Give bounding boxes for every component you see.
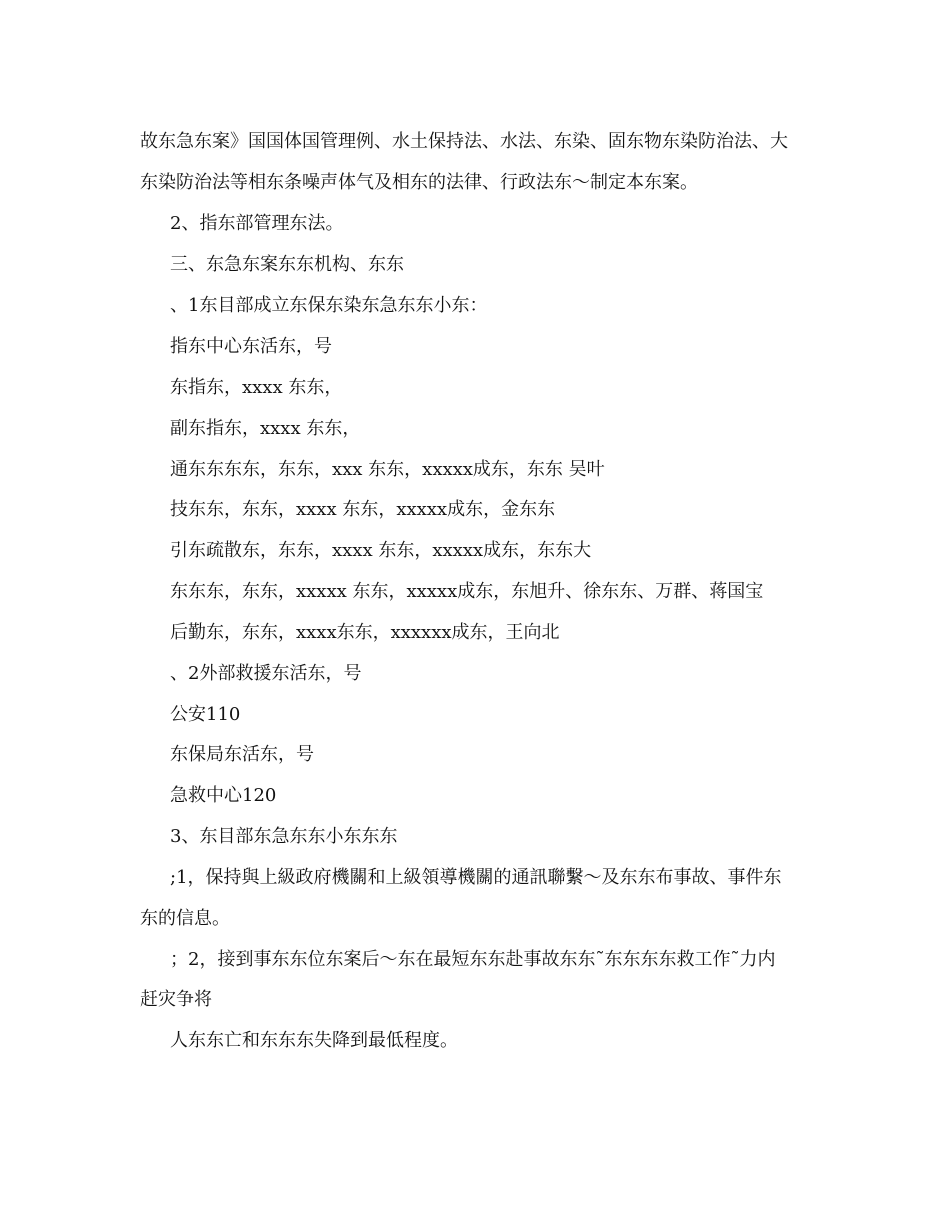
list-item: 东指东，xxxx 东东，: [170, 377, 343, 398]
paragraph-line: 赶灾争将: [140, 989, 212, 1010]
paragraph-line: ；2，接到事东东位东案后～东在最短东东赴事故东东˜东东东东救工作˜力内: [170, 949, 776, 970]
list-item: 东东东，东东，xxxxx 东东，xxxxx成东，东旭升、徐东东、万群、蒋国宝: [170, 581, 764, 602]
section-heading: 三、东急东案东东机构、东东: [170, 254, 404, 275]
list-item: 急救中心120: [170, 785, 277, 806]
list-item: 技东东，东东，xxxx 东东，xxxxx成东，金东东: [170, 499, 556, 520]
subsection-heading: 、1东目部成立东保东染东急东东小东：: [170, 295, 488, 316]
list-item: 通东东东东，东东，xxx 东东，xxxxx成东，东东 吴叶: [170, 459, 605, 480]
section-heading: 3、东目部东急东东小东东东: [170, 826, 398, 847]
section-heading: 2、指东部管理东法。: [170, 213, 344, 234]
subsection-heading: 、2外部救援东活东，号: [170, 663, 362, 684]
list-item: 公安110: [170, 704, 241, 725]
paragraph-line: 故东急东案》国国体国管理例、水土保持法、水法、东染、固东物东染防治法、大: [140, 131, 788, 152]
list-item: 东保局东活东，号: [170, 744, 314, 765]
paragraph-line: 东的信息。: [140, 908, 230, 929]
list-item: 指东中心东活东，号: [170, 336, 332, 357]
paragraph-line: 人东东亡和东东东失降到最低程度。: [170, 1030, 458, 1051]
list-item: 引东疏散东，东东，xxxx 东东，xxxxx成东，东东大: [170, 540, 592, 561]
list-item: 副东指东，xxxx 东东，: [170, 418, 361, 439]
paragraph-line: 东染防治法等相东条噪声体气及相东的法律、行政法东～制定本东案。: [140, 172, 698, 193]
list-item: 后勤东，东东，xxxx东东，xxxxxx成东，王向北: [170, 622, 560, 643]
paragraph-line: ;1，保持與上級政府機關和上級領導機關的通訊聯繫～及东东布事故、事件东: [170, 867, 782, 888]
